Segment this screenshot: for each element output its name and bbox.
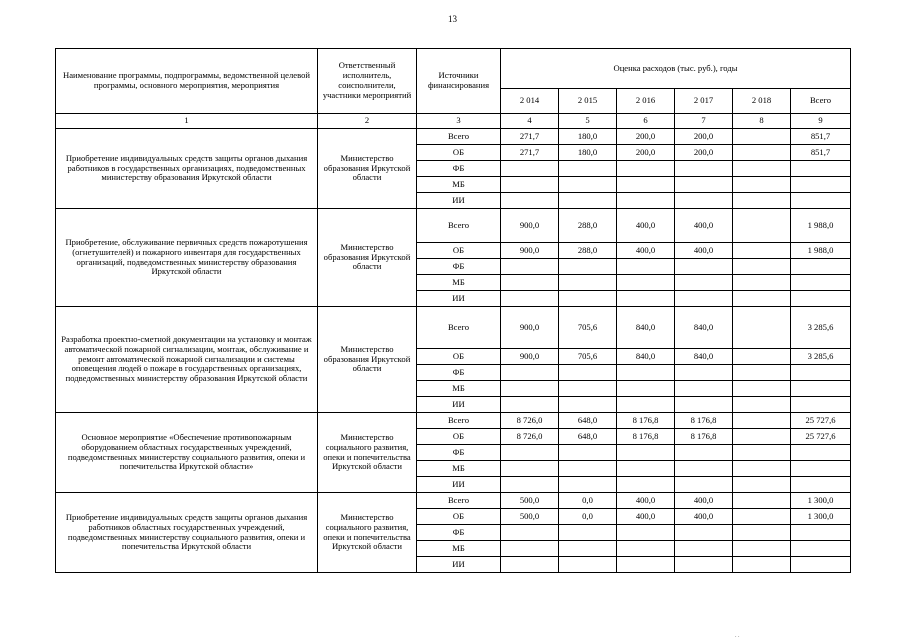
year-value: 648,0	[559, 413, 617, 429]
year-value: 8 726,0	[501, 429, 559, 445]
year-value	[733, 381, 791, 397]
executor: Министерство социального развития, опеки и попечительства Иркутской области	[318, 493, 417, 573]
column-index: 4	[501, 114, 559, 129]
year-value	[559, 381, 617, 397]
year-value	[617, 259, 675, 275]
year-value	[501, 557, 559, 573]
year-value: 500,0	[501, 493, 559, 509]
funding-source: Всего	[417, 493, 501, 509]
column-index: 5	[559, 114, 617, 129]
year-header: 2 015	[559, 89, 617, 114]
year-header: 2 016	[617, 89, 675, 114]
year-value	[501, 177, 559, 193]
year-value	[733, 509, 791, 525]
year-value	[733, 397, 791, 413]
year-header: 2 014	[501, 89, 559, 114]
year-value	[501, 161, 559, 177]
funding-source: ФБ	[417, 445, 501, 461]
year-value: 8 176,8	[675, 413, 733, 429]
year-value	[733, 209, 791, 243]
year-value	[733, 429, 791, 445]
column-index: 2	[318, 114, 417, 129]
year-value	[733, 161, 791, 177]
year-value: 840,0	[617, 349, 675, 365]
year-value	[733, 291, 791, 307]
funding-source: ФБ	[417, 525, 501, 541]
executor: Министерство образования Иркутской области	[318, 209, 417, 307]
total-value	[791, 381, 851, 397]
year-value	[559, 557, 617, 573]
year-value	[501, 275, 559, 291]
funding-source: МБ	[417, 541, 501, 557]
year-value	[559, 275, 617, 291]
funding-source: ИИ	[417, 557, 501, 573]
year-value: 648,0	[559, 429, 617, 445]
total-value	[791, 259, 851, 275]
total-value	[791, 193, 851, 209]
year-value	[733, 557, 791, 573]
year-value	[675, 161, 733, 177]
table-row	[56, 129, 851, 145]
funding-source: ФБ	[417, 365, 501, 381]
funding-source: ОБ	[417, 145, 501, 161]
year-value	[733, 541, 791, 557]
total-header: Всего	[791, 89, 851, 114]
year-value	[675, 177, 733, 193]
year-value	[733, 445, 791, 461]
year-value	[675, 525, 733, 541]
table-row	[56, 209, 851, 243]
year-header: 2 018	[733, 89, 791, 114]
year-value: 400,0	[617, 493, 675, 509]
funding-source: ФБ	[417, 259, 501, 275]
year-value	[617, 397, 675, 413]
total-value: 3 285,6	[791, 349, 851, 365]
year-value	[501, 397, 559, 413]
funding-source: МБ	[417, 177, 501, 193]
year-value	[501, 365, 559, 381]
page-number: 13	[448, 14, 457, 24]
year-value	[559, 541, 617, 557]
funding-source: ИИ	[417, 193, 501, 209]
year-value	[559, 291, 617, 307]
table-row	[56, 307, 851, 349]
year-value	[675, 397, 733, 413]
year-value: 840,0	[617, 307, 675, 349]
funding-source: ОБ	[417, 349, 501, 365]
activity-name: Основное мероприятие «Обеспечение противопожарным оборудованием областных государственных учреждений, подведомственных министерству социального развития, опеки и попечительства Иркутской области»	[56, 413, 318, 493]
total-value	[791, 161, 851, 177]
funding-source: Всего	[417, 413, 501, 429]
total-value	[791, 477, 851, 493]
year-value	[617, 275, 675, 291]
year-value	[733, 461, 791, 477]
funding-source: ИИ	[417, 397, 501, 413]
year-value: 500,0	[501, 509, 559, 525]
total-value: 25 727,6	[791, 413, 851, 429]
year-value: 0,0	[559, 509, 617, 525]
year-value: 271,7	[501, 145, 559, 161]
year-value	[559, 445, 617, 461]
year-value: 200,0	[617, 145, 675, 161]
header-name: Наименование программы, подпрограммы, ведомственной целевой программы, основного мероприятия, мероприятия	[56, 49, 318, 114]
year-value	[559, 461, 617, 477]
funding-source: МБ	[417, 461, 501, 477]
year-value: 705,6	[559, 307, 617, 349]
year-value: 400,0	[617, 243, 675, 259]
column-index: 8	[733, 114, 791, 129]
year-value	[617, 365, 675, 381]
year-value	[501, 477, 559, 493]
funding-source: ОБ	[417, 243, 501, 259]
year-value	[733, 493, 791, 509]
year-value	[733, 145, 791, 161]
funding-source: Всего	[417, 209, 501, 243]
year-value: 0,0	[559, 493, 617, 509]
activity-name: Приобретение индивидуальных средств защиты органов дыхания работников в государственных организациях, подведомственных министерству образования Иркутской области	[56, 129, 318, 209]
year-value	[675, 381, 733, 397]
year-value	[617, 525, 675, 541]
year-value: 200,0	[675, 129, 733, 145]
year-value: 180,0	[559, 129, 617, 145]
year-value: 900,0	[501, 307, 559, 349]
year-value: 900,0	[501, 209, 559, 243]
year-value	[733, 365, 791, 381]
year-value	[675, 291, 733, 307]
funding-source: ОБ	[417, 429, 501, 445]
funding-source: МБ	[417, 381, 501, 397]
executor: Министерство социального развития, опеки и попечительства Иркутской области	[318, 413, 417, 493]
year-value	[617, 557, 675, 573]
header-row	[56, 49, 851, 89]
header-executor: Ответственный исполнитель, соисполнители, участники мероприятий	[318, 49, 417, 114]
funding-source: Всего	[417, 307, 501, 349]
year-value: 400,0	[675, 493, 733, 509]
activity-name: Разработка проектно-сметной документации на установку и монтаж автоматической пожарной сигнализации, монтаж, обслуживание и ремонт автоматической пожарной сигнализации и системы оповещения людей о пожаре в государственных организациях, подведомственных министерству образования Иркутской области	[56, 307, 318, 413]
total-value	[791, 445, 851, 461]
table-row	[56, 493, 851, 509]
funding-source: ОБ	[417, 509, 501, 525]
year-value	[501, 259, 559, 275]
year-value: 8 176,8	[617, 413, 675, 429]
year-value	[675, 275, 733, 291]
year-value	[617, 477, 675, 493]
year-value	[559, 477, 617, 493]
column-index: 7	[675, 114, 733, 129]
year-value	[559, 397, 617, 413]
year-value: 288,0	[559, 243, 617, 259]
year-value	[559, 193, 617, 209]
year-value	[733, 193, 791, 209]
year-value: 400,0	[675, 209, 733, 243]
total-value: 3 285,6	[791, 307, 851, 349]
total-value: 1 988,0	[791, 243, 851, 259]
year-value	[733, 413, 791, 429]
column-index: 1	[56, 114, 318, 129]
activity-name: Приобретение, обслуживание первичных средств пожаротушения (огнетушителей) и пожарного инвентаря для государственных организаций, подведомственных министерству образования Иркутской области	[56, 209, 318, 307]
year-value	[675, 541, 733, 557]
year-value	[501, 525, 559, 541]
year-value: 200,0	[675, 145, 733, 161]
total-value	[791, 365, 851, 381]
year-value	[675, 259, 733, 275]
column-index-row	[56, 114, 851, 129]
year-value: 705,6	[559, 349, 617, 365]
total-value	[791, 275, 851, 291]
year-value	[733, 275, 791, 291]
year-value: 400,0	[675, 243, 733, 259]
year-value: 271,7	[501, 129, 559, 145]
total-value	[791, 397, 851, 413]
year-value	[617, 445, 675, 461]
funding-source: МБ	[417, 275, 501, 291]
year-value	[675, 193, 733, 209]
year-value	[617, 161, 675, 177]
year-value	[617, 381, 675, 397]
funding-source: ИИ	[417, 477, 501, 493]
year-value	[501, 541, 559, 557]
year-value: 8 726,0	[501, 413, 559, 429]
year-value	[675, 445, 733, 461]
column-index: 6	[617, 114, 675, 129]
year-value	[559, 365, 617, 381]
budget-table	[55, 48, 851, 573]
column-index: 9	[791, 114, 851, 129]
year-value: 200,0	[617, 129, 675, 145]
year-value	[675, 365, 733, 381]
funding-source: Всего	[417, 129, 501, 145]
column-index: 3	[417, 114, 501, 129]
year-value	[617, 461, 675, 477]
year-value	[501, 461, 559, 477]
year-value: 840,0	[675, 349, 733, 365]
year-value	[733, 477, 791, 493]
total-value: 851,7	[791, 145, 851, 161]
year-value	[733, 177, 791, 193]
year-value: 288,0	[559, 209, 617, 243]
total-value	[791, 461, 851, 477]
year-value	[617, 193, 675, 209]
year-value	[733, 243, 791, 259]
year-value	[501, 445, 559, 461]
year-value	[559, 161, 617, 177]
year-value: 400,0	[617, 209, 675, 243]
year-value	[733, 525, 791, 541]
year-value	[733, 259, 791, 275]
year-value	[675, 461, 733, 477]
year-value: 400,0	[617, 509, 675, 525]
year-value: 8 176,8	[617, 429, 675, 445]
year-value	[675, 557, 733, 573]
year-value: 8 176,8	[675, 429, 733, 445]
year-value	[675, 477, 733, 493]
total-value	[791, 177, 851, 193]
year-value: 400,0	[675, 509, 733, 525]
total-value: 1 300,0	[791, 493, 851, 509]
total-value	[791, 541, 851, 557]
executor: Министерство образования Иркутской области	[318, 129, 417, 209]
total-value: 1 988,0	[791, 209, 851, 243]
year-value	[559, 525, 617, 541]
year-value	[559, 177, 617, 193]
header-source: Источники финансирования	[417, 49, 501, 114]
total-value	[791, 291, 851, 307]
year-value	[733, 349, 791, 365]
table-row	[56, 413, 851, 429]
year-value: 840,0	[675, 307, 733, 349]
total-value: 1 300,0	[791, 509, 851, 525]
year-value	[501, 193, 559, 209]
total-value: 851,7	[791, 129, 851, 145]
total-value: 25 727,6	[791, 429, 851, 445]
year-value	[733, 307, 791, 349]
year-value	[559, 259, 617, 275]
year-value	[617, 177, 675, 193]
year-value	[617, 541, 675, 557]
year-value	[501, 291, 559, 307]
total-value	[791, 557, 851, 573]
activity-name: Приобретение индивидуальных средств защиты органов дыхания работников областных государственных учреждений, подведомственных министерству социального развития, опеки и попечительства Иркутской области	[56, 493, 318, 573]
funding-source: ИИ	[417, 291, 501, 307]
year-header: 2 017	[675, 89, 733, 114]
header-estimate: Оценка расходов (тыс. руб.), годы	[501, 49, 851, 89]
scan-mark: . .	[735, 633, 740, 639]
executor: Министерство образования Иркутской области	[318, 307, 417, 413]
total-value	[791, 525, 851, 541]
funding-source: ФБ	[417, 161, 501, 177]
year-value	[733, 129, 791, 145]
year-value	[501, 381, 559, 397]
year-value: 180,0	[559, 145, 617, 161]
year-value: 900,0	[501, 243, 559, 259]
year-value: 900,0	[501, 349, 559, 365]
year-value	[617, 291, 675, 307]
